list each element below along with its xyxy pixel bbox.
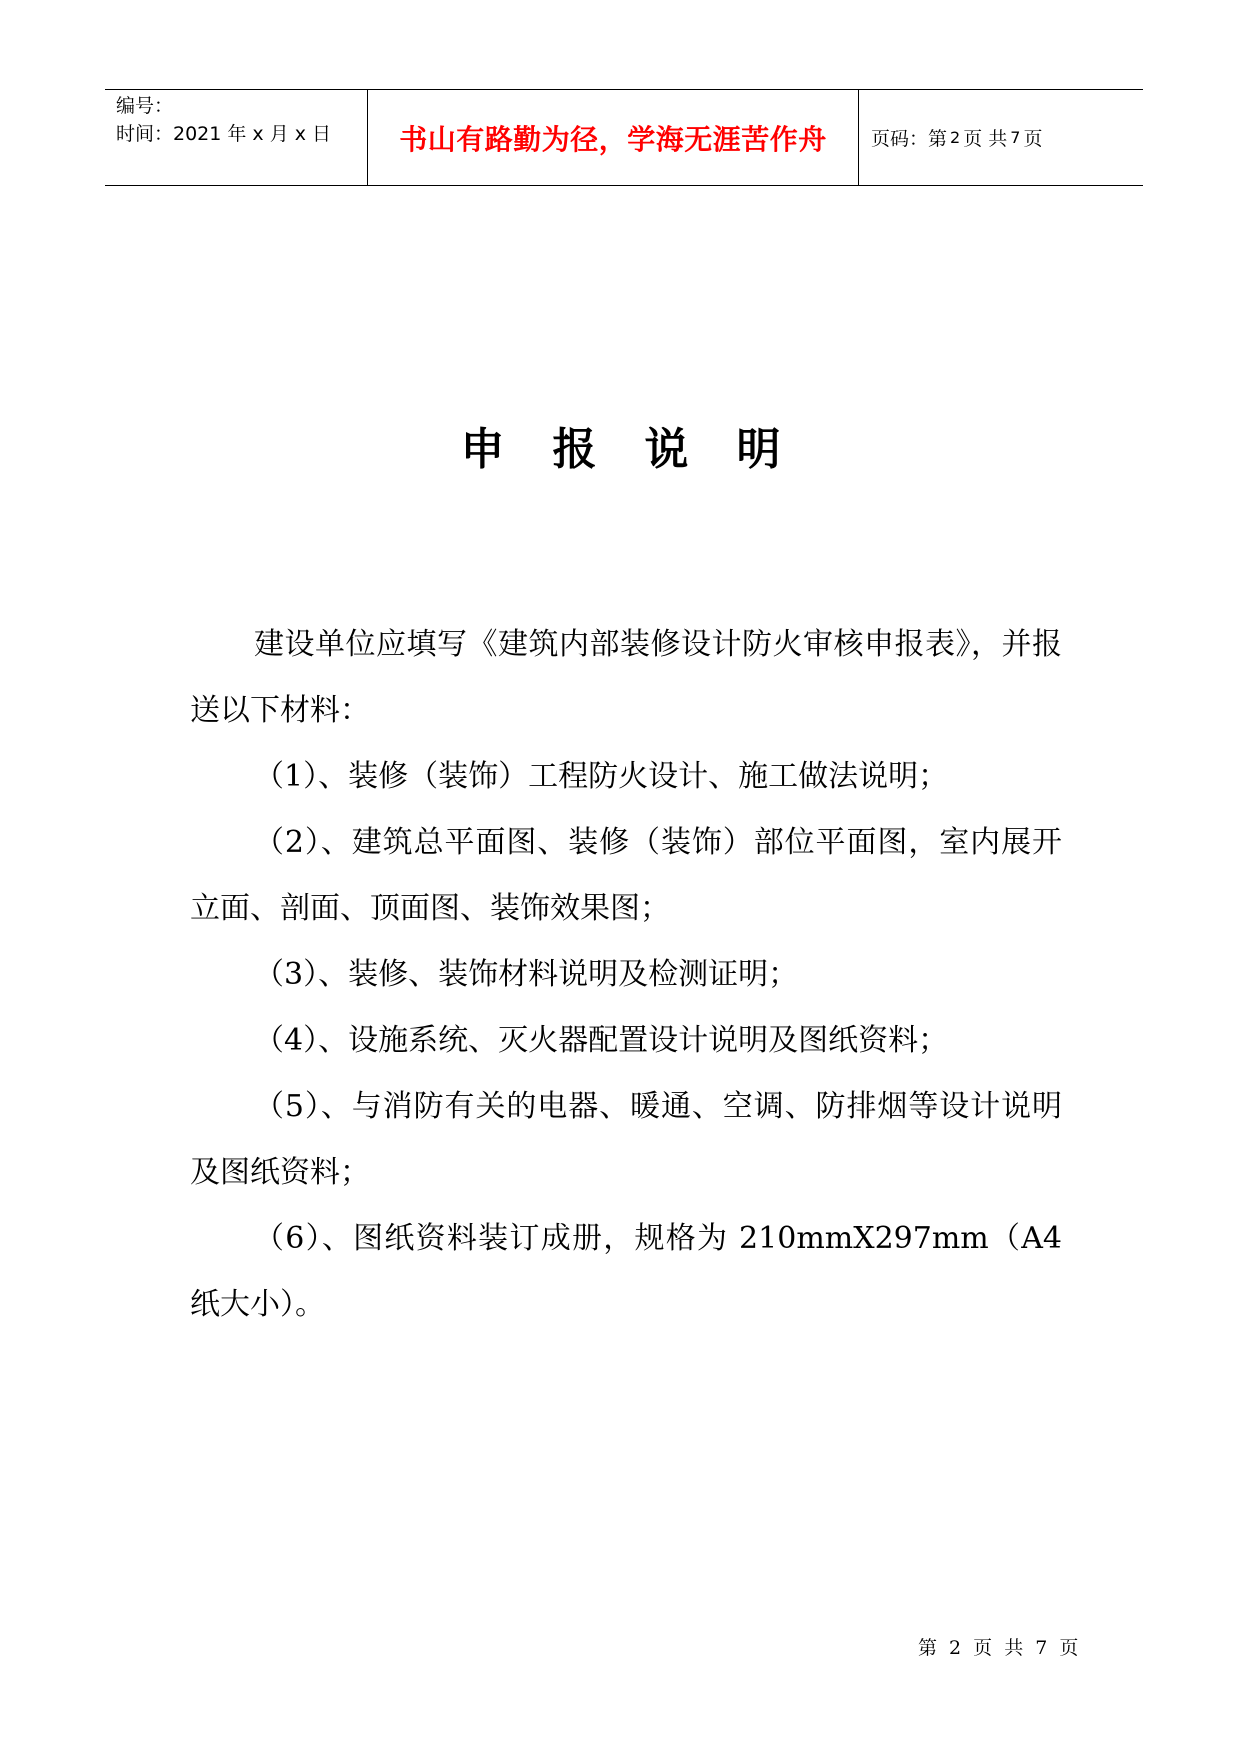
paragraph-item-5: （5）、与消防有关的电器、暖通、空调、防排烟等设计说明及图纸资料； [190, 1089, 1062, 1190]
paragraph-item-3: （3）、装修、装饰材料说明及检测证明； [254, 957, 799, 992]
paragraph-item-2: （2）、建筑总平面图、装修（装饰）部位平面图，室内展开立面、剖面、顶面图、装饰效果图； [190, 825, 1062, 926]
page-current: 2 [950, 128, 961, 147]
page-prefix: 页码：第 [871, 128, 948, 150]
header-page-indicator [859, 90, 1143, 185]
header-motto: 书山有路勤为径，学海无涯苦作舟 [368, 90, 859, 185]
document-date: 时间：2021 年 x 月 x 日 [116, 123, 332, 145]
paragraph-item-4: （4）、设施系统、灭火器配置设计说明及图纸资料； [254, 1023, 949, 1058]
page-suffix: 页 [1023, 128, 1043, 150]
page-total: 7 [1010, 128, 1021, 147]
header-meta-cell [105, 90, 368, 185]
document-number-label: 编号： [116, 95, 174, 117]
page-footer: 第 2 页 共 7 页 [918, 1637, 1082, 1659]
document-body [190, 612, 1062, 1338]
page-mid: 页 共 [963, 128, 1008, 150]
page-header [105, 89, 1143, 186]
paragraph-item-6: （6）、图纸资料装订成册，规格为 210mmX297mm（A4 纸大小）。 [190, 1221, 1062, 1322]
document-title: 申报说明 [460, 424, 829, 475]
paragraph-item-1: （1）、装修（装饰）工程防火设计、施工做法说明； [254, 759, 949, 794]
paragraph-intro: 建设单位应填写《建筑内部装修设计防火审核申报表》，并报送以下材料： [190, 627, 1062, 728]
